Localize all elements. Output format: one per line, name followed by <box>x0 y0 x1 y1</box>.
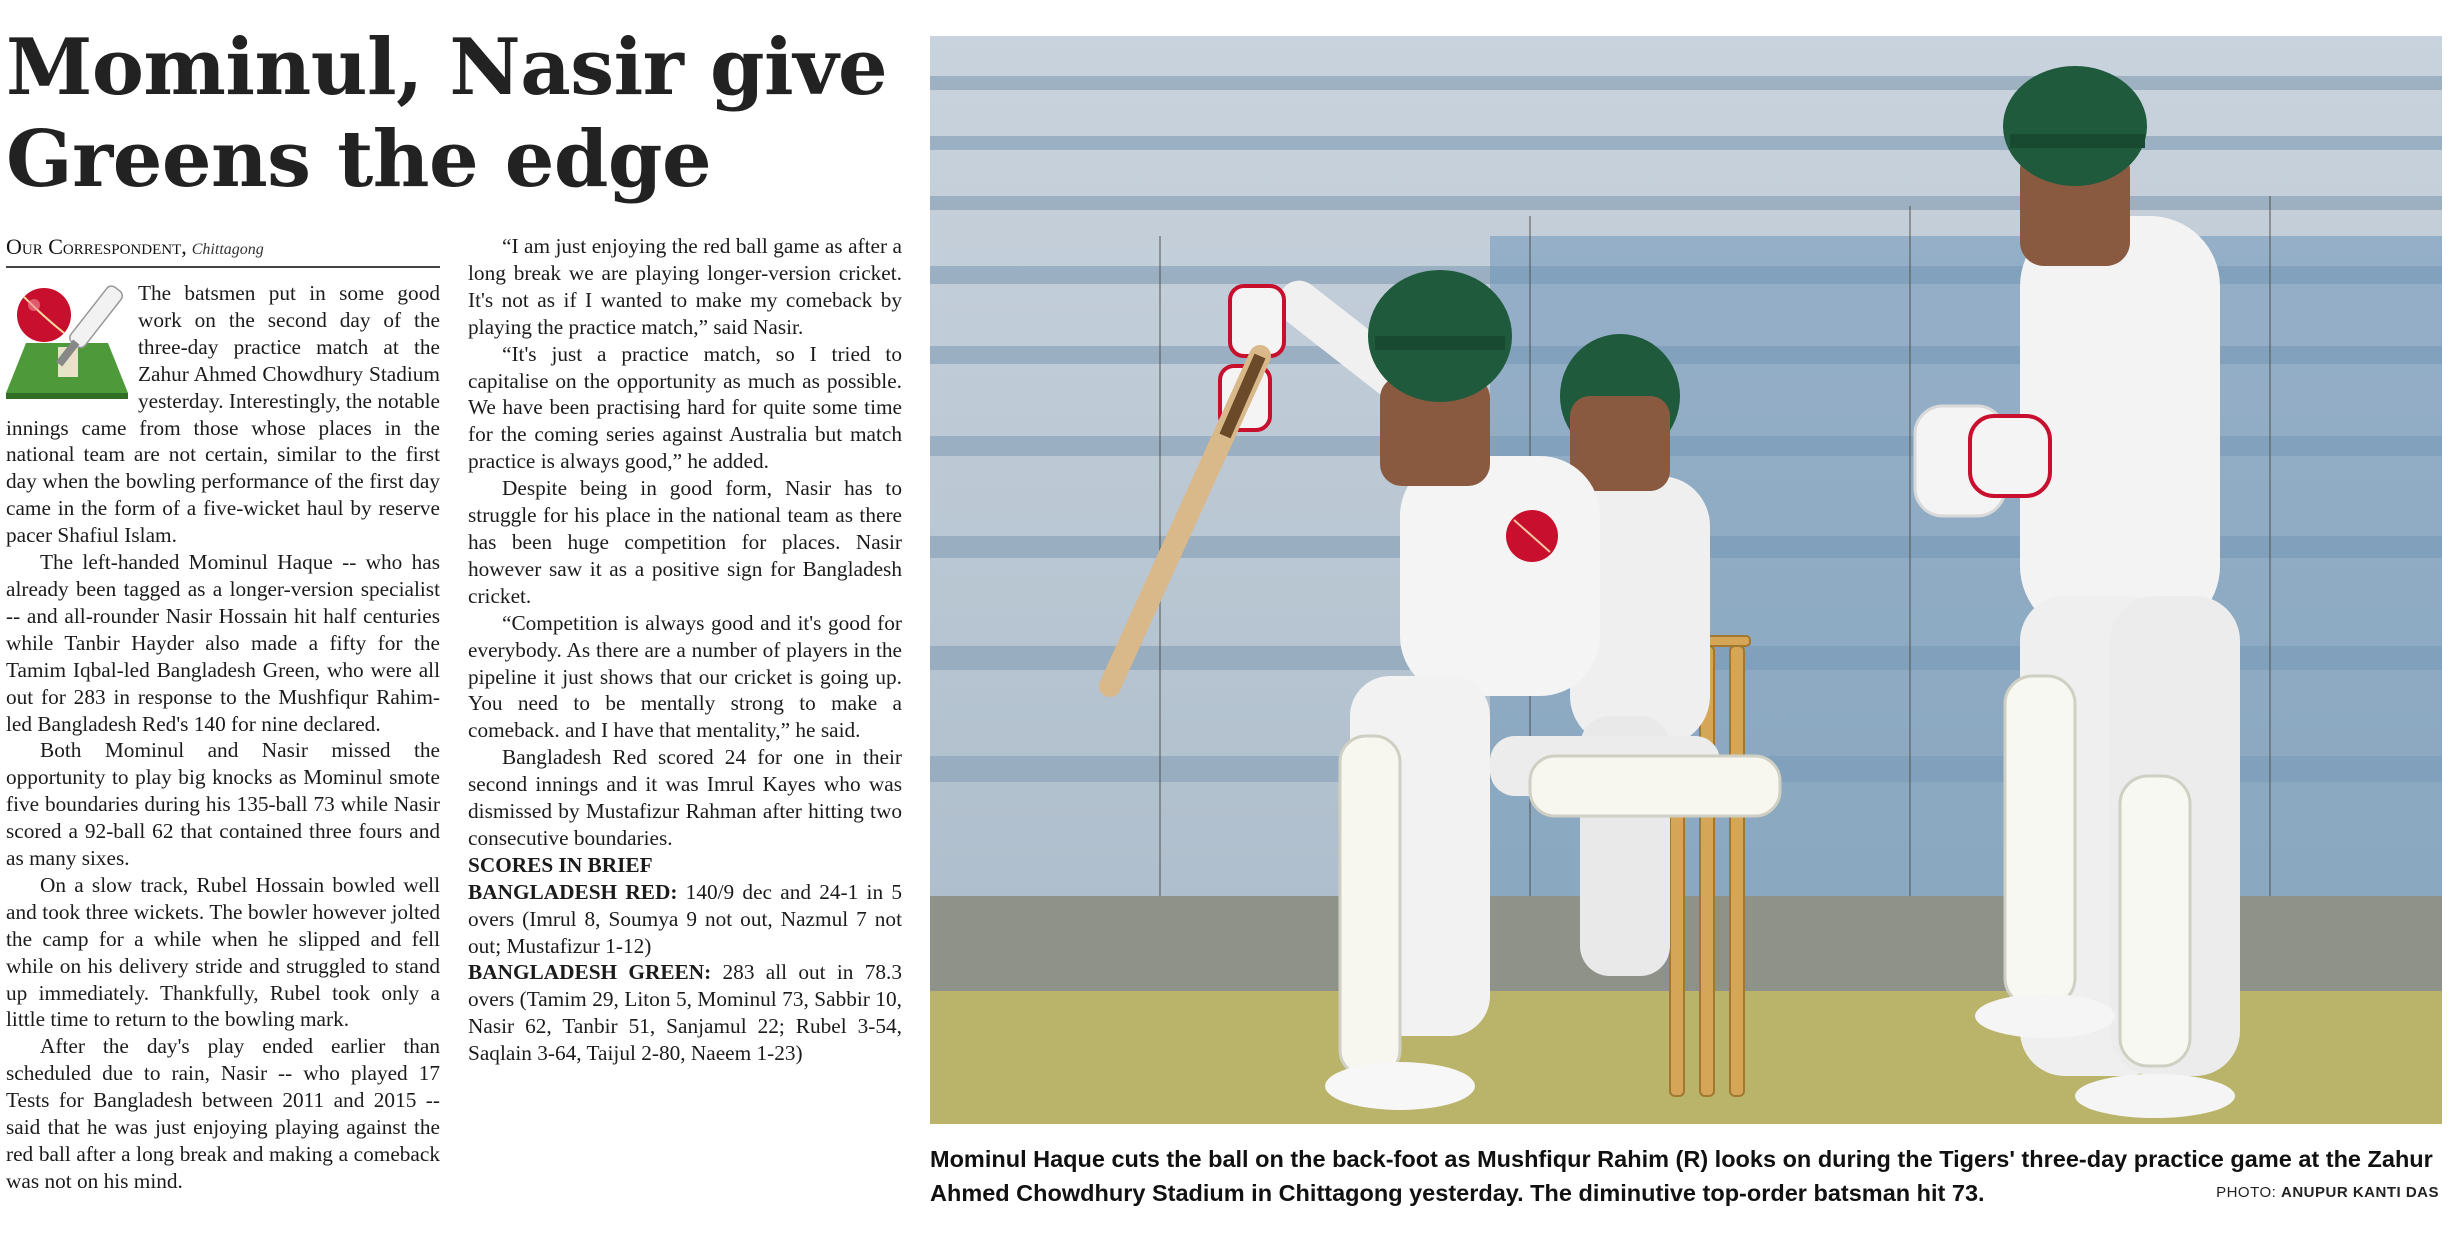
scores-green-text: 283 all out in 78.3 overs (Tamim 29, Liton 5, Mominul 73, Sabbir 10, Nasir 62, Tanbir 51, Sanjamul 22; Rubel 3-54, Saqlain 3-64, Taijul 2-80, Naeem 1-23) <box>468 960 902 1066</box>
paragraph-10: Bangladesh Red scored 24 for one in their second innings and it was Imrul Kayes who was dismissed by Mustafizur Rahman after hitting two consecutive boundaries. <box>468 745 902 850</box>
scores-green <box>468 959 902 1067</box>
headline-line-2: Greens the edge <box>6 114 712 205</box>
headline <box>6 22 906 206</box>
photo-credit-label: PHOTO: <box>2216 1184 2281 1201</box>
byline-location: Chittagong <box>191 241 264 258</box>
cricket-section-icon <box>6 283 128 399</box>
scores-red <box>468 879 902 960</box>
article-column-1 <box>6 280 440 1195</box>
paragraph-5: After the day's play ended earlier than scheduled due to rain, Nasir -- who played 17 Tests for Bangladesh between 2011 and 2015 -- said that he was just enjoying playing against the red ball after a long break and making a comeback was not on his mind. <box>6 1034 440 1193</box>
cricket-scene <box>930 36 2442 1124</box>
article-column-2 <box>468 233 902 1067</box>
match-photo <box>930 36 2442 1124</box>
byline <box>6 234 440 268</box>
photo-credit-name: ANUPUR KANTI DAS <box>2281 1184 2439 1201</box>
headline-line-1: Mominul, Nasir give <box>6 22 888 113</box>
scores-green-label: BANGLADESH GREEN: <box>468 960 712 985</box>
scores-heading: SCORES IN BRIEF <box>468 852 653 877</box>
byline-correspondent: Our Correspondent, <box>6 234 187 259</box>
paragraph-8: Despite being in good form, Nasir has to struggle for his place in the national team as there has been huge competition for places. Nasir however saw it as a positive sign for Bangladesh cricket. <box>468 476 902 608</box>
scores-red-label: BANGLADESH RED: <box>468 879 678 904</box>
paragraph-1: The batsmen put in some good work on the second day of the three-day practice match at the Zahur Ahmed Chowdhury Stadium yesterday. Interestingly, the notable innings came from those whose places in the national team are not certain, similar to the first day when the bowling performance of the first day came in the form of a five-wicket haul by reserve pacer Shafiul Islam. <box>6 281 440 548</box>
paragraph-4: On a slow track, Rubel Hossain bowled well and took three wickets. The bowler however jolted the camp for a while when he slipped and fell while on his delivery stride and struggled to stand up immediately. Thankfully, Rubel took only a little time to return to the bowling mark. <box>6 872 440 1032</box>
paragraph-7: “It's just a practice match, so I tried to capitalise on the opportunity as much as possible. We have been practising hard for quite some time for the coming series against Australia but match practice is always good,” he added. <box>468 341 902 474</box>
paragraph-9: “Competition is always good and it's good for everybody. As there are a number of players in the pipeline it just shows that our cricket is going up. You need to be mentally strong to make a comeback. and I have that mentality,” he said. <box>468 610 902 743</box>
photo-credit <box>2216 1184 2439 1201</box>
paragraph-6: “I am just enjoying the red ball game as after a long break we are playing longer-version cricket. It's not as if I wanted to make my comeback by playing the practice match,” said Nasir. <box>468 234 902 339</box>
photo-caption: Mominul Haque cuts the ball on the back-foot as Mushfiqur Rahim (R) looks on during the Tigers' three-day practice game at the Zahur Ahmed Chowdhury Stadium in Chittagong yesterday. The diminutive top-order batsman hit 73. <box>930 1146 2433 1206</box>
scores-red-text: 140/9 dec and 24-1 in 5 overs (Imrul 8, Soumya 9 not out, Nazmul 7 not out; Mustafizur 1-12) <box>468 879 902 958</box>
paragraph-2: The left-handed Mominul Haque -- who has already been tagged as a longer-version specialist -- and all-rounder Nasir Hossain hit half centuries while Tanbir Hayder also made a fifty for the Tamim Iqbal-led Bangladesh Green, who were all out for 283 in response to the Mushfiqur Rahim-led Bangladesh Red's 140 for nine declared. <box>6 550 440 736</box>
paragraph-3: Both Mominul and Nasir missed the opportunity to play big knocks as Mominul smote five boundaries during his 135-ball 73 while Nasir scored a 92-ball 62 that contained three fours and as many sixes. <box>6 738 440 871</box>
